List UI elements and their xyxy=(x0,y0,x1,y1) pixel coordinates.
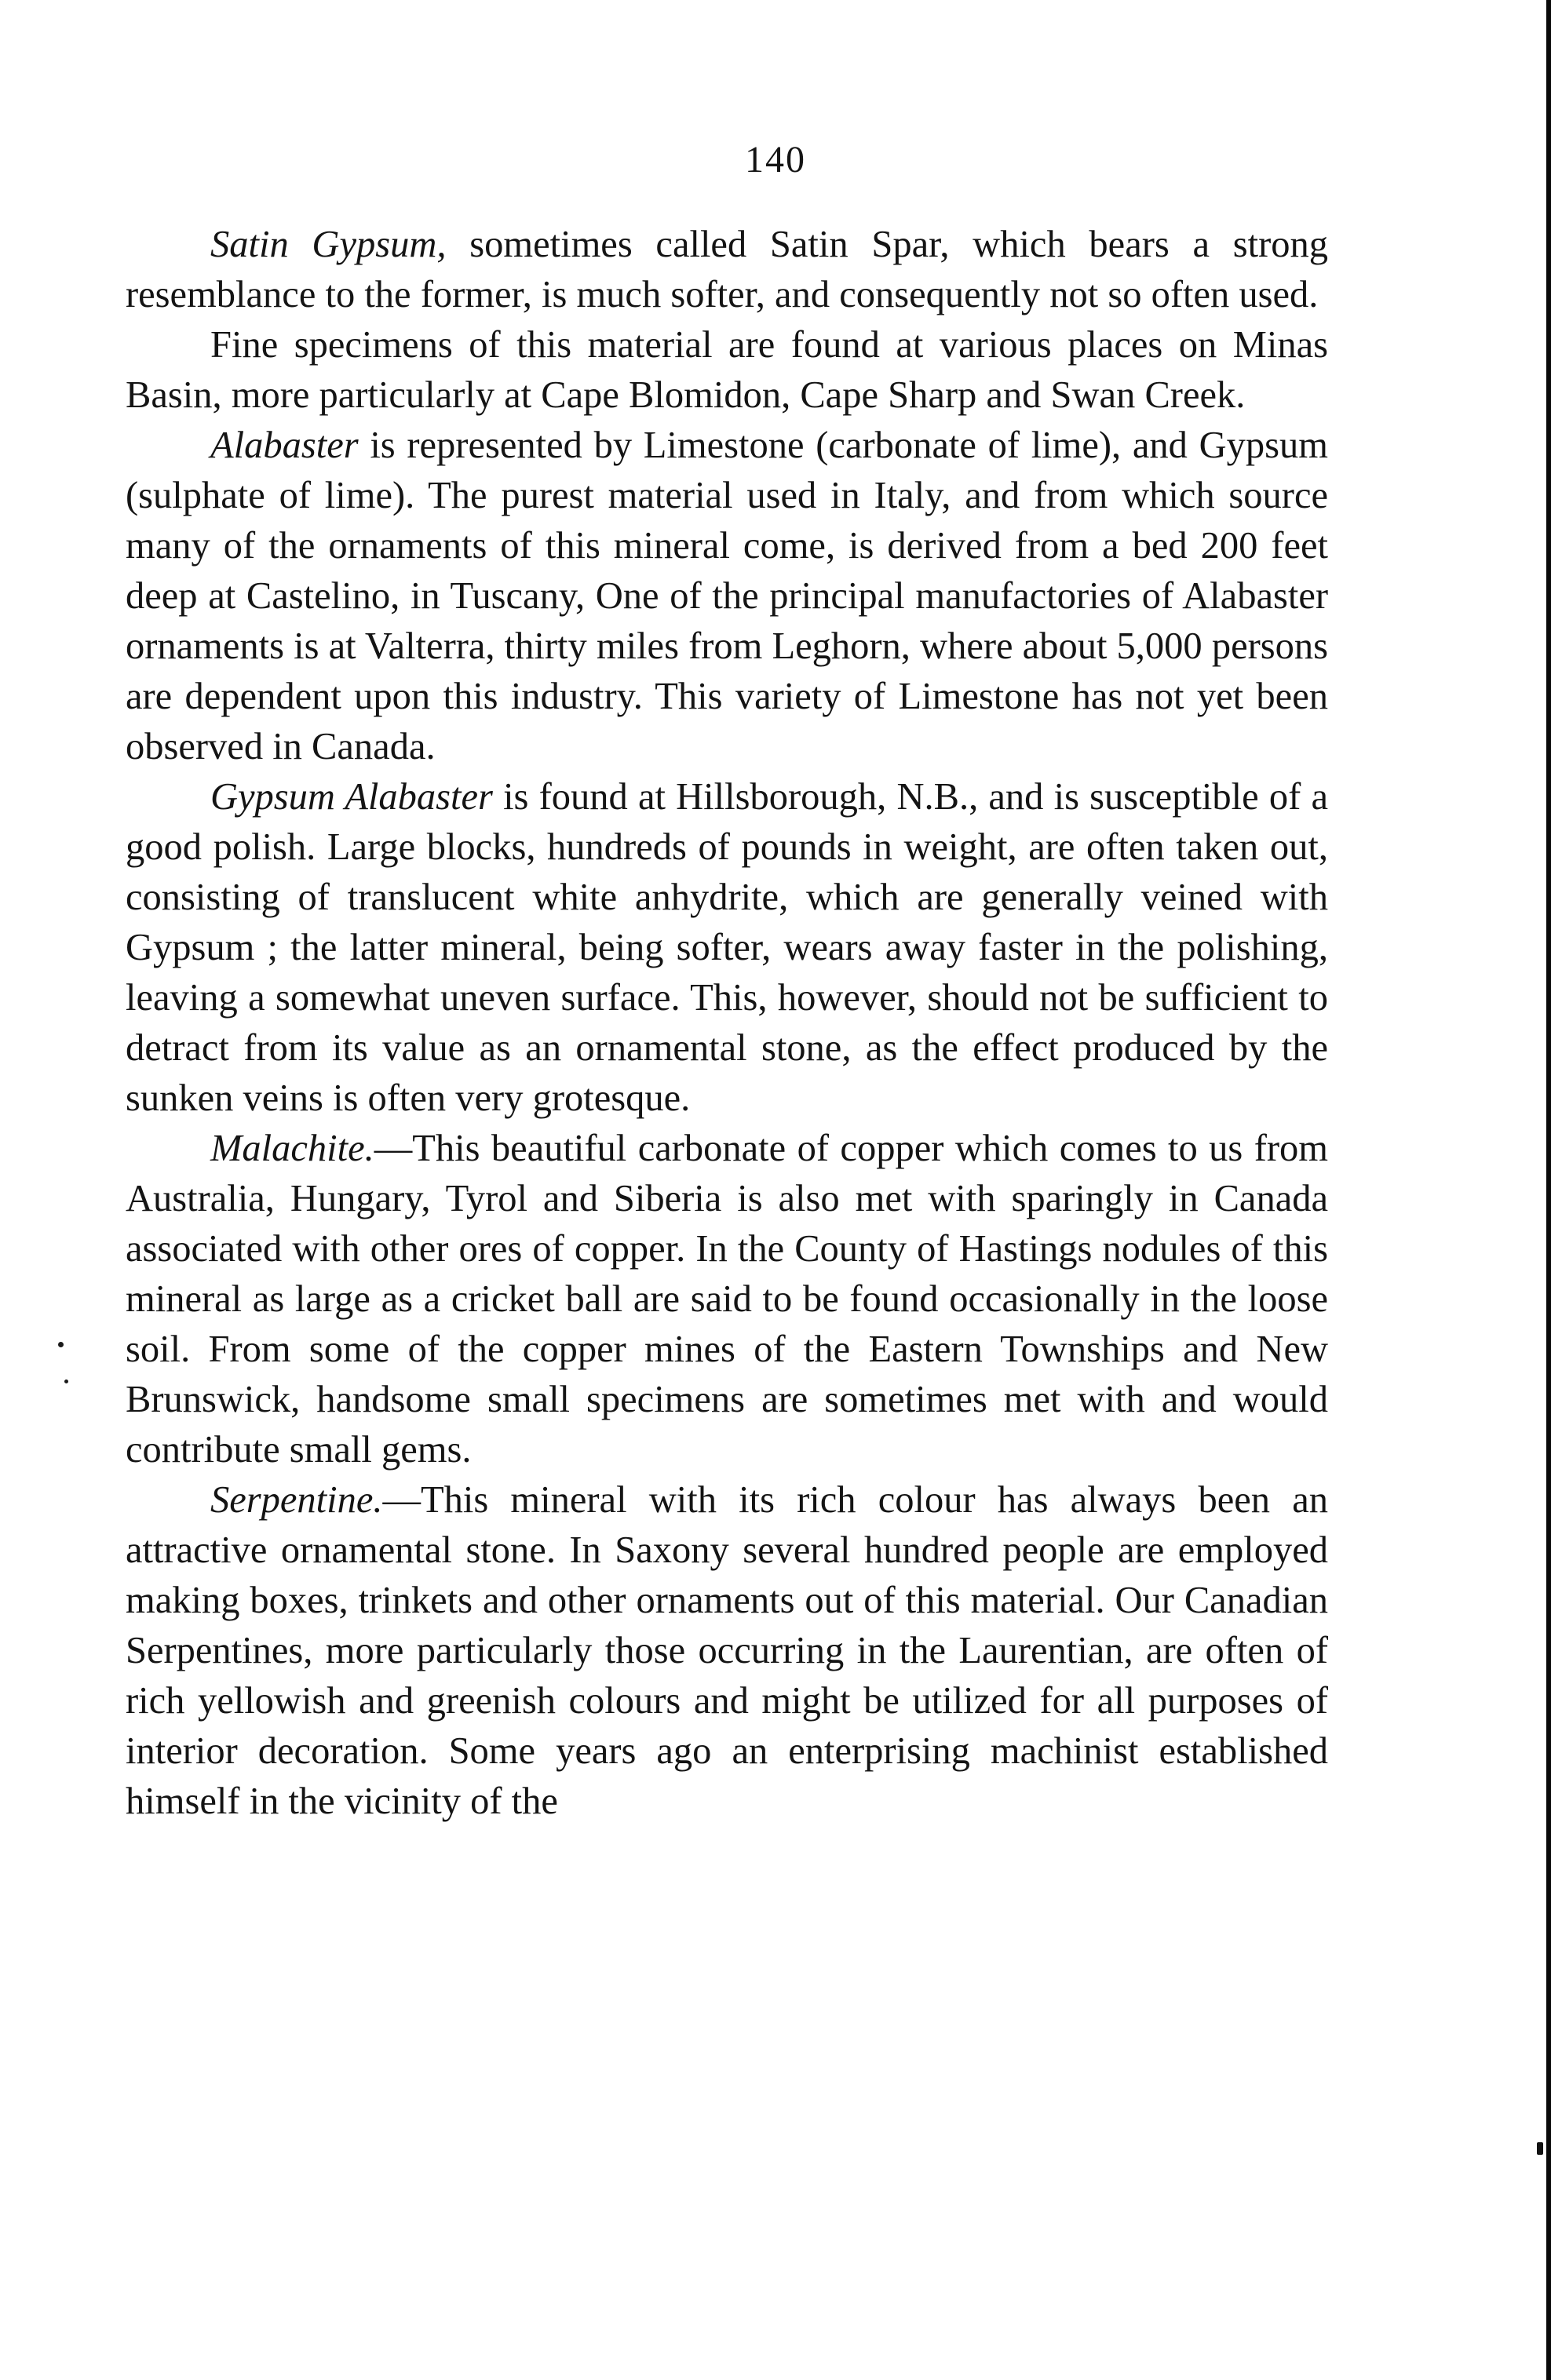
paragraph-alabaster xyxy=(126,421,1328,772)
paragraph-text: sometimes called Satin Spar, which bears a strong resemblance to the former, is much softer, and consequently not so often used. xyxy=(126,224,1328,315)
scan-speck xyxy=(58,1342,64,1347)
term-alabaster: Alabaster xyxy=(210,425,359,466)
paragraph-text: is represented by Limestone (carbonate of lime), and Gypsum (sulphate of lime). The purest material used in Italy, and from which source many of the ornaments of this mineral come, is derived from a bed 200 feet deep at Castelino, in Tuscany, One of the principal manufactories of Alabaster ornaments is at Valterra, thirty miles from Leghorn, where about 5,000 persons are dependent upon this industry. This variety of Limestone has not yet been observed in Canada. xyxy=(126,425,1328,767)
body-text xyxy=(126,220,1328,1827)
paragraph-malachite xyxy=(126,1124,1328,1475)
term-gypsum-alabaster: Gypsum Alabaster xyxy=(210,776,493,818)
paragraph-serpentine xyxy=(126,1475,1328,1827)
paragraph-text: —This beautiful carbonate of copper which comes to us from Australia, Hungary, Tyrol and Siberia is also met with sparingly in Canada associated with other ores of copper. In the County of Hastings nodules of this mineral as large as a cricket ball are said to be found occasionally in the loose soil. From some of the copper mines of the Eastern Townships and New Brunswick, handsome small specimens are sometimes met with and would contribute small gems. xyxy=(126,1128,1328,1471)
term-malachite: Malachite. xyxy=(210,1128,374,1169)
term-serpentine: Serpentine. xyxy=(210,1479,383,1521)
scan-speck xyxy=(64,1380,68,1383)
scan-edge-shadow xyxy=(1546,0,1551,2380)
paragraph-text: —This mineral with its rich colour has always been an attractive ornamental stone. In Saxony several hundred people are employed making boxes, trinkets and other ornaments out of this material. Our Canadian Serpentines, more particularly those occurring in the Laurentian, are often of rich yellowish and greenish colours and might be utilized for all purposes of interior decoration. Some years ago an enterprising machinist established himself in the vicinity of the xyxy=(126,1479,1328,1822)
page-number: 140 xyxy=(745,139,806,180)
scan-specks xyxy=(57,1334,72,1397)
term-satin-gypsum: Satin Gypsum, xyxy=(210,224,447,265)
paragraph-satin-gypsum xyxy=(126,220,1328,320)
paragraph-gypsum-alabaster xyxy=(126,772,1328,1124)
paragraph-text: is found at Hillsborough, N.B., and is susceptible of a good polish. Large blocks, hundreds of pounds in weight, are often taken out, consisting of translucent white anhydrite, which are generally veined with Gypsum ; the latter mineral, being softer, wears away faster in the polishing, leaving a somewhat uneven surface. This, however, should not be sufficient to detract from its value as an ornamental stone, as the effect produced by the sunken veins is often very grotesque. xyxy=(126,776,1328,1119)
scan-edge-mark xyxy=(1537,2142,1543,2155)
paragraph-fine-specimens xyxy=(126,320,1328,421)
paragraph-text: Fine specimens of this material are found at various places on Minas Basin, more particularly at Cape Blomidon, Cape Sharp and Swan Creek. xyxy=(126,324,1328,416)
